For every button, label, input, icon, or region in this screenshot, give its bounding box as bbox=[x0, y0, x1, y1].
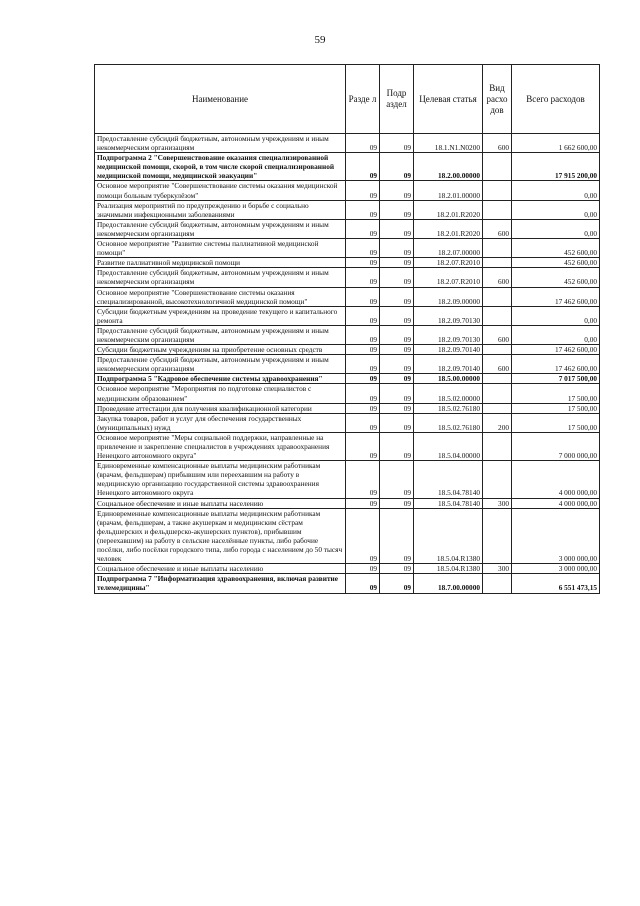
row-article-cell: 18.1.N1.N0200 bbox=[414, 134, 483, 153]
table-row bbox=[95, 355, 600, 374]
row-article-cell: 18.7.00.00000 bbox=[414, 574, 483, 593]
row-subsection-cell: 09 bbox=[380, 374, 414, 384]
table-body bbox=[95, 134, 600, 594]
row-subsection-cell: 09 bbox=[380, 325, 414, 344]
row-subsection-cell: 09 bbox=[380, 200, 414, 219]
row-name-cell: Реализация мероприятий по предупреждению и борьбе с социально значимыми инфекционными заболеваниями bbox=[95, 200, 346, 219]
row-kind-cell bbox=[483, 153, 512, 181]
table-row bbox=[95, 403, 600, 413]
row-name-cell: Подпрограмма 7 "Информатизация здравоохранения, включая развитие телемедицины" bbox=[95, 574, 346, 593]
row-total-cell: 3 000 000,00 bbox=[512, 508, 600, 564]
row-name-cell: Подпрограмма 2 "Совершенствование оказания специализированной медицинской помощи, скорой, в том числе скорой специализированной медицинской помощи, медицинской эвакуации" bbox=[95, 153, 346, 181]
header-total: Всего расходов bbox=[512, 65, 600, 134]
row-subsection-cell: 09 bbox=[380, 219, 414, 238]
row-subsection-cell: 09 bbox=[380, 461, 414, 498]
row-total-cell: 3 000 000,00 bbox=[512, 564, 600, 574]
row-total-cell: 452 600,00 bbox=[512, 239, 600, 258]
row-article-cell: 18.2.01.00000 bbox=[414, 181, 483, 200]
row-kind-cell bbox=[483, 258, 512, 268]
table-row bbox=[95, 287, 600, 306]
row-kind-cell bbox=[483, 384, 512, 403]
row-kind-cell: 600 bbox=[483, 268, 512, 287]
row-section-cell: 09 bbox=[346, 508, 380, 564]
row-total-cell: 7 000 000,00 bbox=[512, 432, 600, 460]
row-total-cell: 0,00 bbox=[512, 200, 600, 219]
table-row bbox=[95, 498, 600, 508]
row-kind-cell bbox=[483, 403, 512, 413]
row-section-cell: 09 bbox=[346, 219, 380, 238]
row-name-cell: Субсидии бюджетным учреждениям на приобретение основных средств bbox=[95, 345, 346, 355]
header-kind: Вид расхо дов bbox=[483, 65, 512, 134]
row-total-cell: 17 500,00 bbox=[512, 403, 600, 413]
row-kind-cell bbox=[483, 574, 512, 593]
row-kind-cell bbox=[483, 287, 512, 306]
row-article-cell: 18.2.09.70130 bbox=[414, 325, 483, 344]
row-section-cell: 09 bbox=[346, 268, 380, 287]
row-section-cell: 09 bbox=[346, 345, 380, 355]
row-subsection-cell: 09 bbox=[380, 268, 414, 287]
row-total-cell: 7 017 500,00 bbox=[512, 374, 600, 384]
table-header-row bbox=[95, 65, 600, 134]
table-row bbox=[95, 325, 600, 344]
table-row bbox=[95, 508, 600, 564]
row-subsection-cell: 09 bbox=[380, 153, 414, 181]
row-section-cell: 09 bbox=[346, 258, 380, 268]
row-total-cell: 17 500,00 bbox=[512, 413, 600, 432]
table-row bbox=[95, 134, 600, 153]
row-article-cell: 18.5.04.78140 bbox=[414, 461, 483, 498]
table-row bbox=[95, 239, 600, 258]
budget-table bbox=[94, 64, 600, 594]
row-name-cell: Предоставление субсидий бюджетным, автономным учреждениям и иным некоммерческим организациям bbox=[95, 134, 346, 153]
row-section-cell: 09 bbox=[346, 413, 380, 432]
header-subsection: Подр аздел bbox=[380, 65, 414, 134]
row-kind-cell bbox=[483, 432, 512, 460]
row-total-cell: 17 500,00 bbox=[512, 384, 600, 403]
table-row bbox=[95, 574, 600, 593]
table-row bbox=[95, 153, 600, 181]
row-section-cell: 09 bbox=[346, 134, 380, 153]
row-name-cell: Основное мероприятие "Совершенствование системы оказания медицинской помощи больным туберкулёзом" bbox=[95, 181, 346, 200]
row-section-cell: 09 bbox=[346, 325, 380, 344]
row-kind-cell bbox=[483, 306, 512, 325]
row-section-cell: 09 bbox=[346, 574, 380, 593]
row-name-cell: Закупка товаров, работ и услуг для обеспечения государственных (муниципальных) нужд bbox=[95, 413, 346, 432]
row-subsection-cell: 09 bbox=[380, 239, 414, 258]
table-row bbox=[95, 345, 600, 355]
row-section-cell: 09 bbox=[346, 181, 380, 200]
row-article-cell: 18.2.07.R2010 bbox=[414, 268, 483, 287]
row-kind-cell bbox=[483, 181, 512, 200]
row-article-cell: 18.2.00.00000 bbox=[414, 153, 483, 181]
row-total-cell: 4 000 000,00 bbox=[512, 461, 600, 498]
row-subsection-cell: 09 bbox=[380, 574, 414, 593]
row-name-cell: Предоставление субсидий бюджетным, автономным учреждениям и иным некоммерческим организациям bbox=[95, 219, 346, 238]
row-name-cell: Основное мероприятие "Меры социальной поддержки, направленные на привлечение и закрепление специалистов в учреждениях здравоохранения Ненецкого автономного округа" bbox=[95, 432, 346, 460]
row-subsection-cell: 09 bbox=[380, 287, 414, 306]
table-row bbox=[95, 374, 600, 384]
table-row bbox=[95, 268, 600, 287]
table-row bbox=[95, 564, 600, 574]
header-name: Наименование bbox=[95, 65, 346, 134]
row-section-cell: 09 bbox=[346, 153, 380, 181]
row-article-cell: 18.2.09.00000 bbox=[414, 287, 483, 306]
header-section: Разде л bbox=[346, 65, 380, 134]
row-section-cell: 09 bbox=[346, 355, 380, 374]
row-kind-cell: 600 bbox=[483, 355, 512, 374]
row-subsection-cell: 09 bbox=[380, 258, 414, 268]
row-kind-cell bbox=[483, 508, 512, 564]
row-name-cell: Субсидии бюджетным учреждениям на проведение текущего и капитального ремонта bbox=[95, 306, 346, 325]
row-total-cell: 17 462 600,00 bbox=[512, 345, 600, 355]
row-section-cell: 09 bbox=[346, 564, 380, 574]
row-total-cell: 0,00 bbox=[512, 181, 600, 200]
row-name-cell: Единовременные компенсационные выплаты медицинским работникам (врачам, фельдшерам) прибывшим или переехавшим на работу в медицинскую организацию государственной системы здравоохранения Ненецкого автономного округа bbox=[95, 461, 346, 498]
row-section-cell: 09 bbox=[346, 287, 380, 306]
table-row bbox=[95, 306, 600, 325]
row-name-cell: Основное мероприятие "Развитие системы паллиативной медицинской помощи" bbox=[95, 239, 346, 258]
row-subsection-cell: 09 bbox=[380, 181, 414, 200]
row-name-cell: Социальное обеспечение и иные выплаты населению bbox=[95, 564, 346, 574]
row-name-cell: Предоставление субсидий бюджетным, автономным учреждениям и иным некоммерческим организациям bbox=[95, 268, 346, 287]
row-total-cell: 17 915 200,00 bbox=[512, 153, 600, 181]
row-name-cell: Основное мероприятие "Мероприятия по подготовке специалистов с медицинским образованием" bbox=[95, 384, 346, 403]
row-subsection-cell: 09 bbox=[380, 134, 414, 153]
row-section-cell: 09 bbox=[346, 200, 380, 219]
row-article-cell: 18.5.04.78140 bbox=[414, 498, 483, 508]
row-section-cell: 09 bbox=[346, 403, 380, 413]
row-total-cell: 17 462 600,00 bbox=[512, 355, 600, 374]
row-total-cell: 452 600,00 bbox=[512, 258, 600, 268]
row-name-cell: Проведение аттестации для получения квалификационной категории bbox=[95, 403, 346, 413]
row-kind-cell: 200 bbox=[483, 413, 512, 432]
row-article-cell: 18.5.04.R1380 bbox=[414, 508, 483, 564]
row-section-cell: 09 bbox=[346, 384, 380, 403]
row-total-cell: 1 662 600,00 bbox=[512, 134, 600, 153]
table-row bbox=[95, 461, 600, 498]
row-total-cell: 0,00 bbox=[512, 306, 600, 325]
row-subsection-cell: 09 bbox=[380, 413, 414, 432]
row-article-cell: 18.5.04.R1380 bbox=[414, 564, 483, 574]
table-row bbox=[95, 200, 600, 219]
row-article-cell: 18.5.02.00000 bbox=[414, 384, 483, 403]
row-article-cell: 18.5.00.00000 bbox=[414, 374, 483, 384]
row-name-cell: Предоставление субсидий бюджетным, автономным учреждениям и иным некоммерческим организациям bbox=[95, 355, 346, 374]
row-article-cell: 18.2.07.00000 bbox=[414, 239, 483, 258]
row-kind-cell bbox=[483, 374, 512, 384]
row-kind-cell: 300 bbox=[483, 564, 512, 574]
row-total-cell: 4 000 000,00 bbox=[512, 498, 600, 508]
table-row bbox=[95, 181, 600, 200]
row-kind-cell: 300 bbox=[483, 498, 512, 508]
row-section-cell: 09 bbox=[346, 239, 380, 258]
table-row bbox=[95, 384, 600, 403]
row-name-cell: Предоставление субсидий бюджетным, автономным учреждениям и иным некоммерческим организациям bbox=[95, 325, 346, 344]
row-name-cell: Основное мероприятие "Совершенствование системы оказания специализированной, высокотехнологичной медицинской помощи" bbox=[95, 287, 346, 306]
row-total-cell: 6 551 473,15 bbox=[512, 574, 600, 593]
row-section-cell: 09 bbox=[346, 461, 380, 498]
row-total-cell: 452 600,00 bbox=[512, 268, 600, 287]
row-kind-cell bbox=[483, 461, 512, 498]
row-section-cell: 09 bbox=[346, 498, 380, 508]
row-subsection-cell: 09 bbox=[380, 564, 414, 574]
row-subsection-cell: 09 bbox=[380, 306, 414, 325]
row-article-cell: 18.5.02.76180 bbox=[414, 413, 483, 432]
table-row bbox=[95, 258, 600, 268]
row-total-cell: 17 462 600,00 bbox=[512, 287, 600, 306]
header-article: Целевая статья bbox=[414, 65, 483, 134]
row-section-cell: 09 bbox=[346, 432, 380, 460]
row-section-cell: 09 bbox=[346, 374, 380, 384]
table-row bbox=[95, 413, 600, 432]
row-article-cell: 18.2.09.70140 bbox=[414, 345, 483, 355]
table-row bbox=[95, 219, 600, 238]
row-article-cell: 18.2.07.R2010 bbox=[414, 258, 483, 268]
row-section-cell: 09 bbox=[346, 306, 380, 325]
row-name-cell: Развитие паллиативной медицинской помощи bbox=[95, 258, 346, 268]
row-kind-cell: 600 bbox=[483, 325, 512, 344]
row-article-cell: 18.2.09.70140 bbox=[414, 355, 483, 374]
row-kind-cell bbox=[483, 345, 512, 355]
row-subsection-cell: 09 bbox=[380, 403, 414, 413]
page-number: 59 bbox=[314, 34, 326, 46]
row-total-cell: 0,00 bbox=[512, 325, 600, 344]
row-name-cell: Социальное обеспечение и иные выплаты населению bbox=[95, 498, 346, 508]
row-subsection-cell: 09 bbox=[380, 508, 414, 564]
row-subsection-cell: 09 bbox=[380, 498, 414, 508]
row-article-cell: 18.2.01.R2020 bbox=[414, 219, 483, 238]
row-name-cell: Единовременные компенсационные выплаты медицинским работникам (врачам, фельдшерам, а также акушеркам и медицинским сёстрам фельдшерских и фельдшерско-акушерских пунктов), прибывшим (переехавшим) на работу в сельские населённые пункты, либо рабочие посёлки, либо посёлки городского типа, либо города с населением до 50 тысяч человек bbox=[95, 508, 346, 564]
row-article-cell: 18.2.09.70130 bbox=[414, 306, 483, 325]
row-subsection-cell: 09 bbox=[380, 432, 414, 460]
row-article-cell: 18.5.02.76180 bbox=[414, 403, 483, 413]
row-article-cell: 18.2.01.R2020 bbox=[414, 200, 483, 219]
row-subsection-cell: 09 bbox=[380, 384, 414, 403]
row-subsection-cell: 09 bbox=[380, 355, 414, 374]
row-subsection-cell: 09 bbox=[380, 345, 414, 355]
row-total-cell: 0,00 bbox=[512, 219, 600, 238]
row-kind-cell: 600 bbox=[483, 219, 512, 238]
row-name-cell: Подпрограмма 5 "Кадровое обеспечение системы здравоохранения" bbox=[95, 374, 346, 384]
row-article-cell: 18.5.04.00000 bbox=[414, 432, 483, 460]
table-row bbox=[95, 432, 600, 460]
row-kind-cell bbox=[483, 239, 512, 258]
row-kind-cell: 600 bbox=[483, 134, 512, 153]
row-kind-cell bbox=[483, 200, 512, 219]
